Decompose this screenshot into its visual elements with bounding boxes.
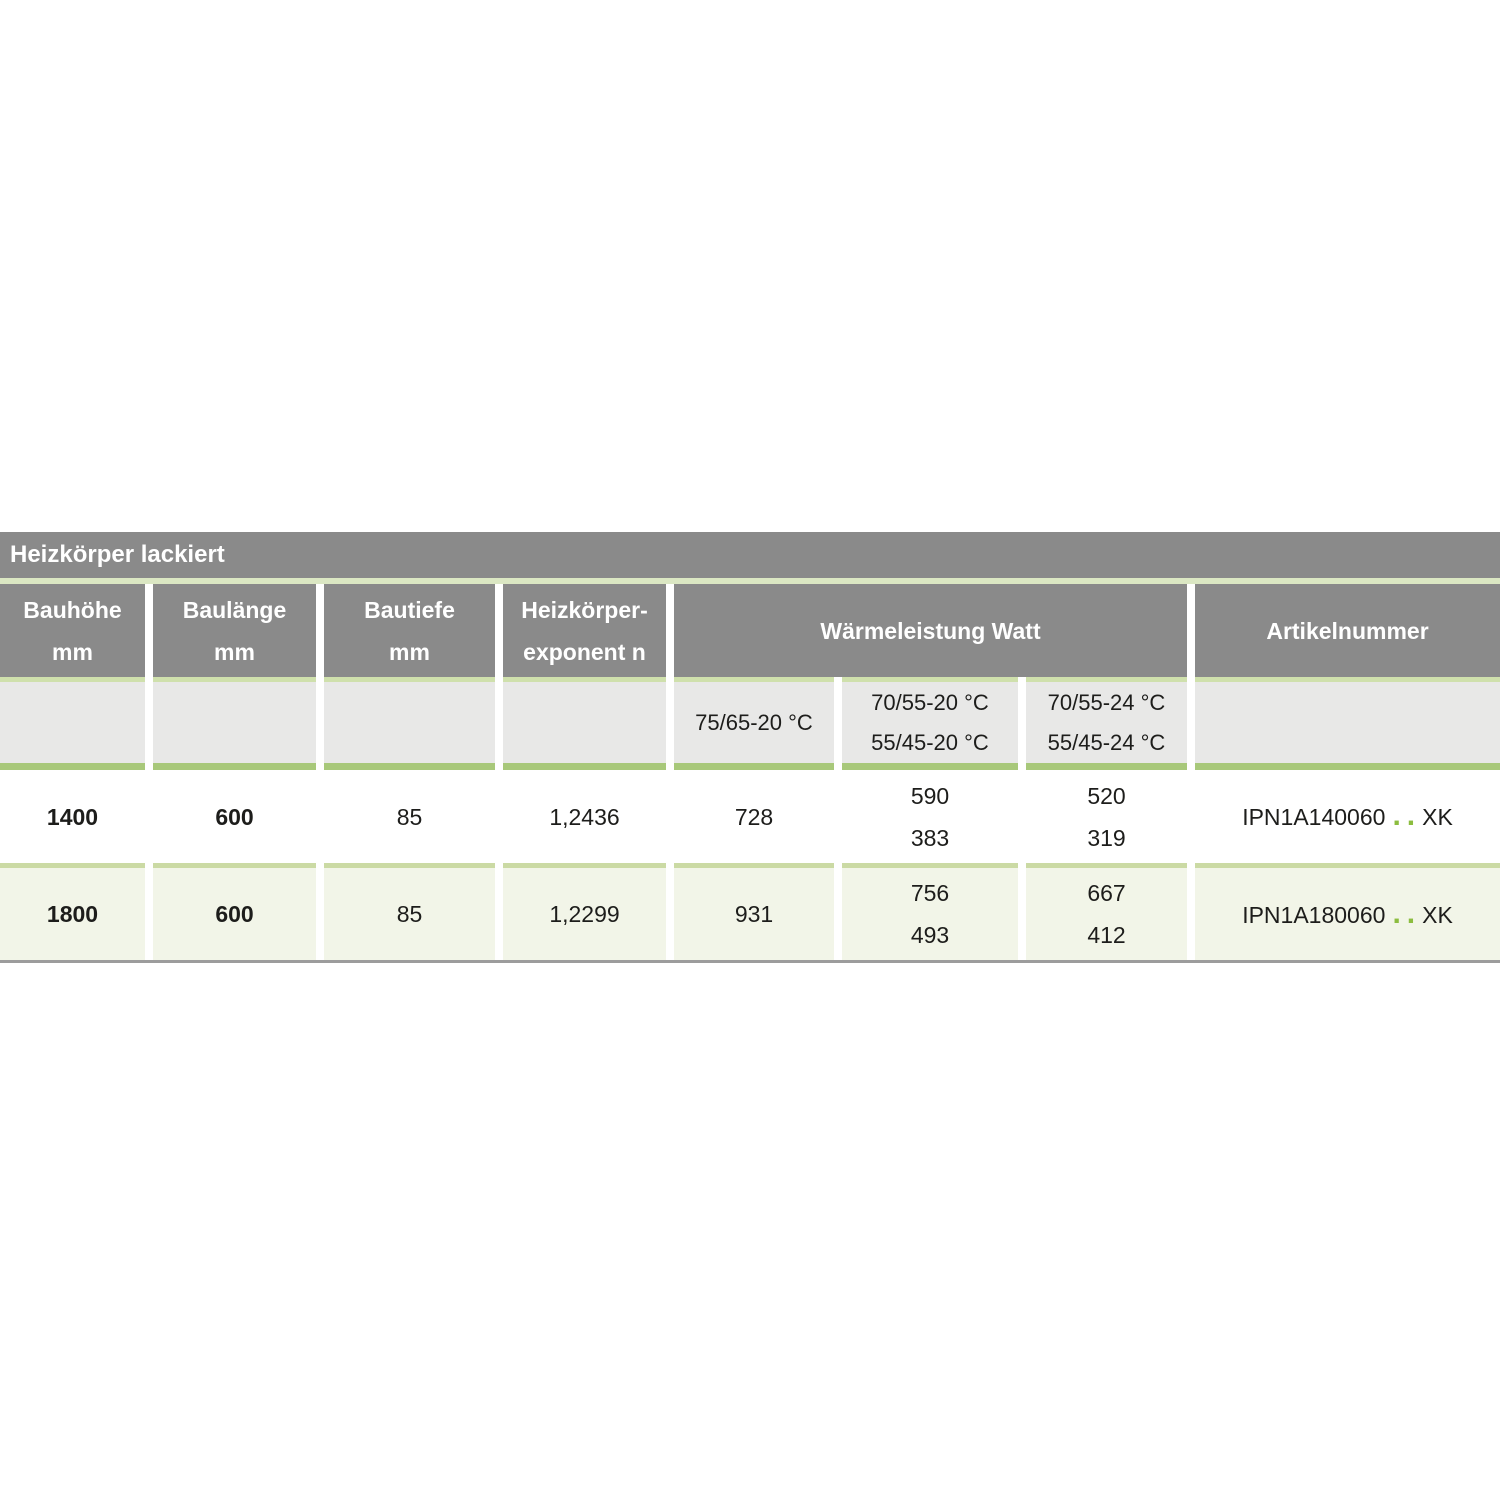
value-watt: 383 <box>910 824 950 851</box>
cell-watt-70-55-24 <box>1026 863 1187 960</box>
subheader-row <box>0 677 1500 763</box>
table-title-bar <box>0 532 1500 578</box>
header-label: Bauhöhe <box>23 596 122 623</box>
artikel-prefix: IPN1A140060 <box>1242 804 1386 830</box>
artikel-suffix: XK <box>1422 901 1453 928</box>
value-watt: 493 <box>910 922 950 948</box>
temp-label: 55/45-20 °C <box>871 729 989 755</box>
value-bautiefe: 85 <box>396 901 423 927</box>
subheader-temp-70-55-24 <box>1026 677 1187 763</box>
artikelnummer <box>1242 893 1453 936</box>
cell-watt-70-55-20 <box>842 863 1018 960</box>
cell-bautiefe <box>324 863 495 960</box>
column-header-artikelnummer <box>1195 584 1500 677</box>
temp-label: 70/55-20 °C <box>871 689 989 715</box>
temp-label: 70/55-24 °C <box>1047 689 1166 715</box>
value-watt: 412 <box>1087 922 1126 948</box>
cell-bauhoehe <box>0 763 145 863</box>
subheader-spacer <box>153 677 316 763</box>
value-watt: 520 <box>1087 782 1126 809</box>
artikel-placeholder-dots: .. <box>1392 896 1422 930</box>
cell-watt-75-65 <box>674 763 834 863</box>
cell-artikelnummer <box>1195 863 1500 960</box>
artikel-prefix: IPN1A180060 <box>1242 901 1386 928</box>
subheader-temp-70-55-20 <box>842 677 1018 763</box>
value-watt: 590 <box>910 782 950 809</box>
column-header-waermeleistung <box>674 584 1187 677</box>
cell-bautiefe <box>324 763 495 863</box>
subheader-spacer <box>324 677 495 763</box>
temp-label: 55/45-24 °C <box>1047 729 1166 755</box>
header-label: Wärmeleistung Watt <box>820 617 1041 644</box>
artikelnummer <box>1242 795 1453 838</box>
header-label: Bautiefe <box>364 596 455 623</box>
header-label: Baulänge <box>182 596 287 623</box>
subheader-temp-75-65 <box>674 677 834 763</box>
temp-label: 75/65-20 °C <box>695 709 813 735</box>
cell-baulaenge <box>153 763 316 863</box>
cell-watt-75-65 <box>674 863 834 960</box>
cell-watt-70-55-20 <box>842 763 1018 863</box>
artikel-placeholder-dots: .. <box>1392 799 1422 832</box>
header-label: Heizkörper- <box>521 596 648 623</box>
header-label: exponent n <box>523 638 646 665</box>
cell-watt-70-55-24 <box>1026 763 1187 863</box>
artikel-suffix: XK <box>1422 804 1453 830</box>
header-unit: mm <box>52 638 93 665</box>
value-exponent: 1,2299 <box>549 901 620 927</box>
header-label: Artikelnummer <box>1266 617 1429 644</box>
product-table <box>0 532 1500 963</box>
cell-baulaenge <box>153 863 316 960</box>
column-header-bautiefe <box>324 584 495 677</box>
value-bauhoehe: 1800 <box>46 901 99 927</box>
value-watt: 931 <box>734 901 774 927</box>
header-unit: mm <box>389 638 430 665</box>
cell-exponent <box>503 763 666 863</box>
cell-exponent <box>503 863 666 960</box>
header-row <box>0 584 1500 677</box>
cell-artikelnummer <box>1195 763 1500 863</box>
subheader-spacer <box>0 677 145 763</box>
value-watt: 756 <box>910 880 950 906</box>
value-exponent: 1,2436 <box>549 803 620 830</box>
subheader-spacer <box>1195 677 1500 763</box>
cell-bauhoehe <box>0 863 145 960</box>
value-bautiefe: 85 <box>396 803 423 830</box>
column-header-bauhoehe <box>0 584 145 677</box>
column-header-baulaenge <box>153 584 316 677</box>
table-row <box>0 863 1500 960</box>
table-bottom-border <box>0 960 1500 963</box>
header-unit: mm <box>214 638 255 665</box>
value-baulaenge: 600 <box>215 901 254 927</box>
value-bauhoehe: 1400 <box>46 803 99 830</box>
table-row <box>0 763 1500 863</box>
column-header-exponent <box>503 584 666 677</box>
table-title: Heizkörper lackiert <box>10 541 225 568</box>
value-watt: 667 <box>1087 880 1126 906</box>
subheader-spacer <box>503 677 666 763</box>
value-baulaenge: 600 <box>215 803 254 830</box>
value-watt: 319 <box>1087 824 1126 851</box>
value-watt: 728 <box>734 803 774 830</box>
